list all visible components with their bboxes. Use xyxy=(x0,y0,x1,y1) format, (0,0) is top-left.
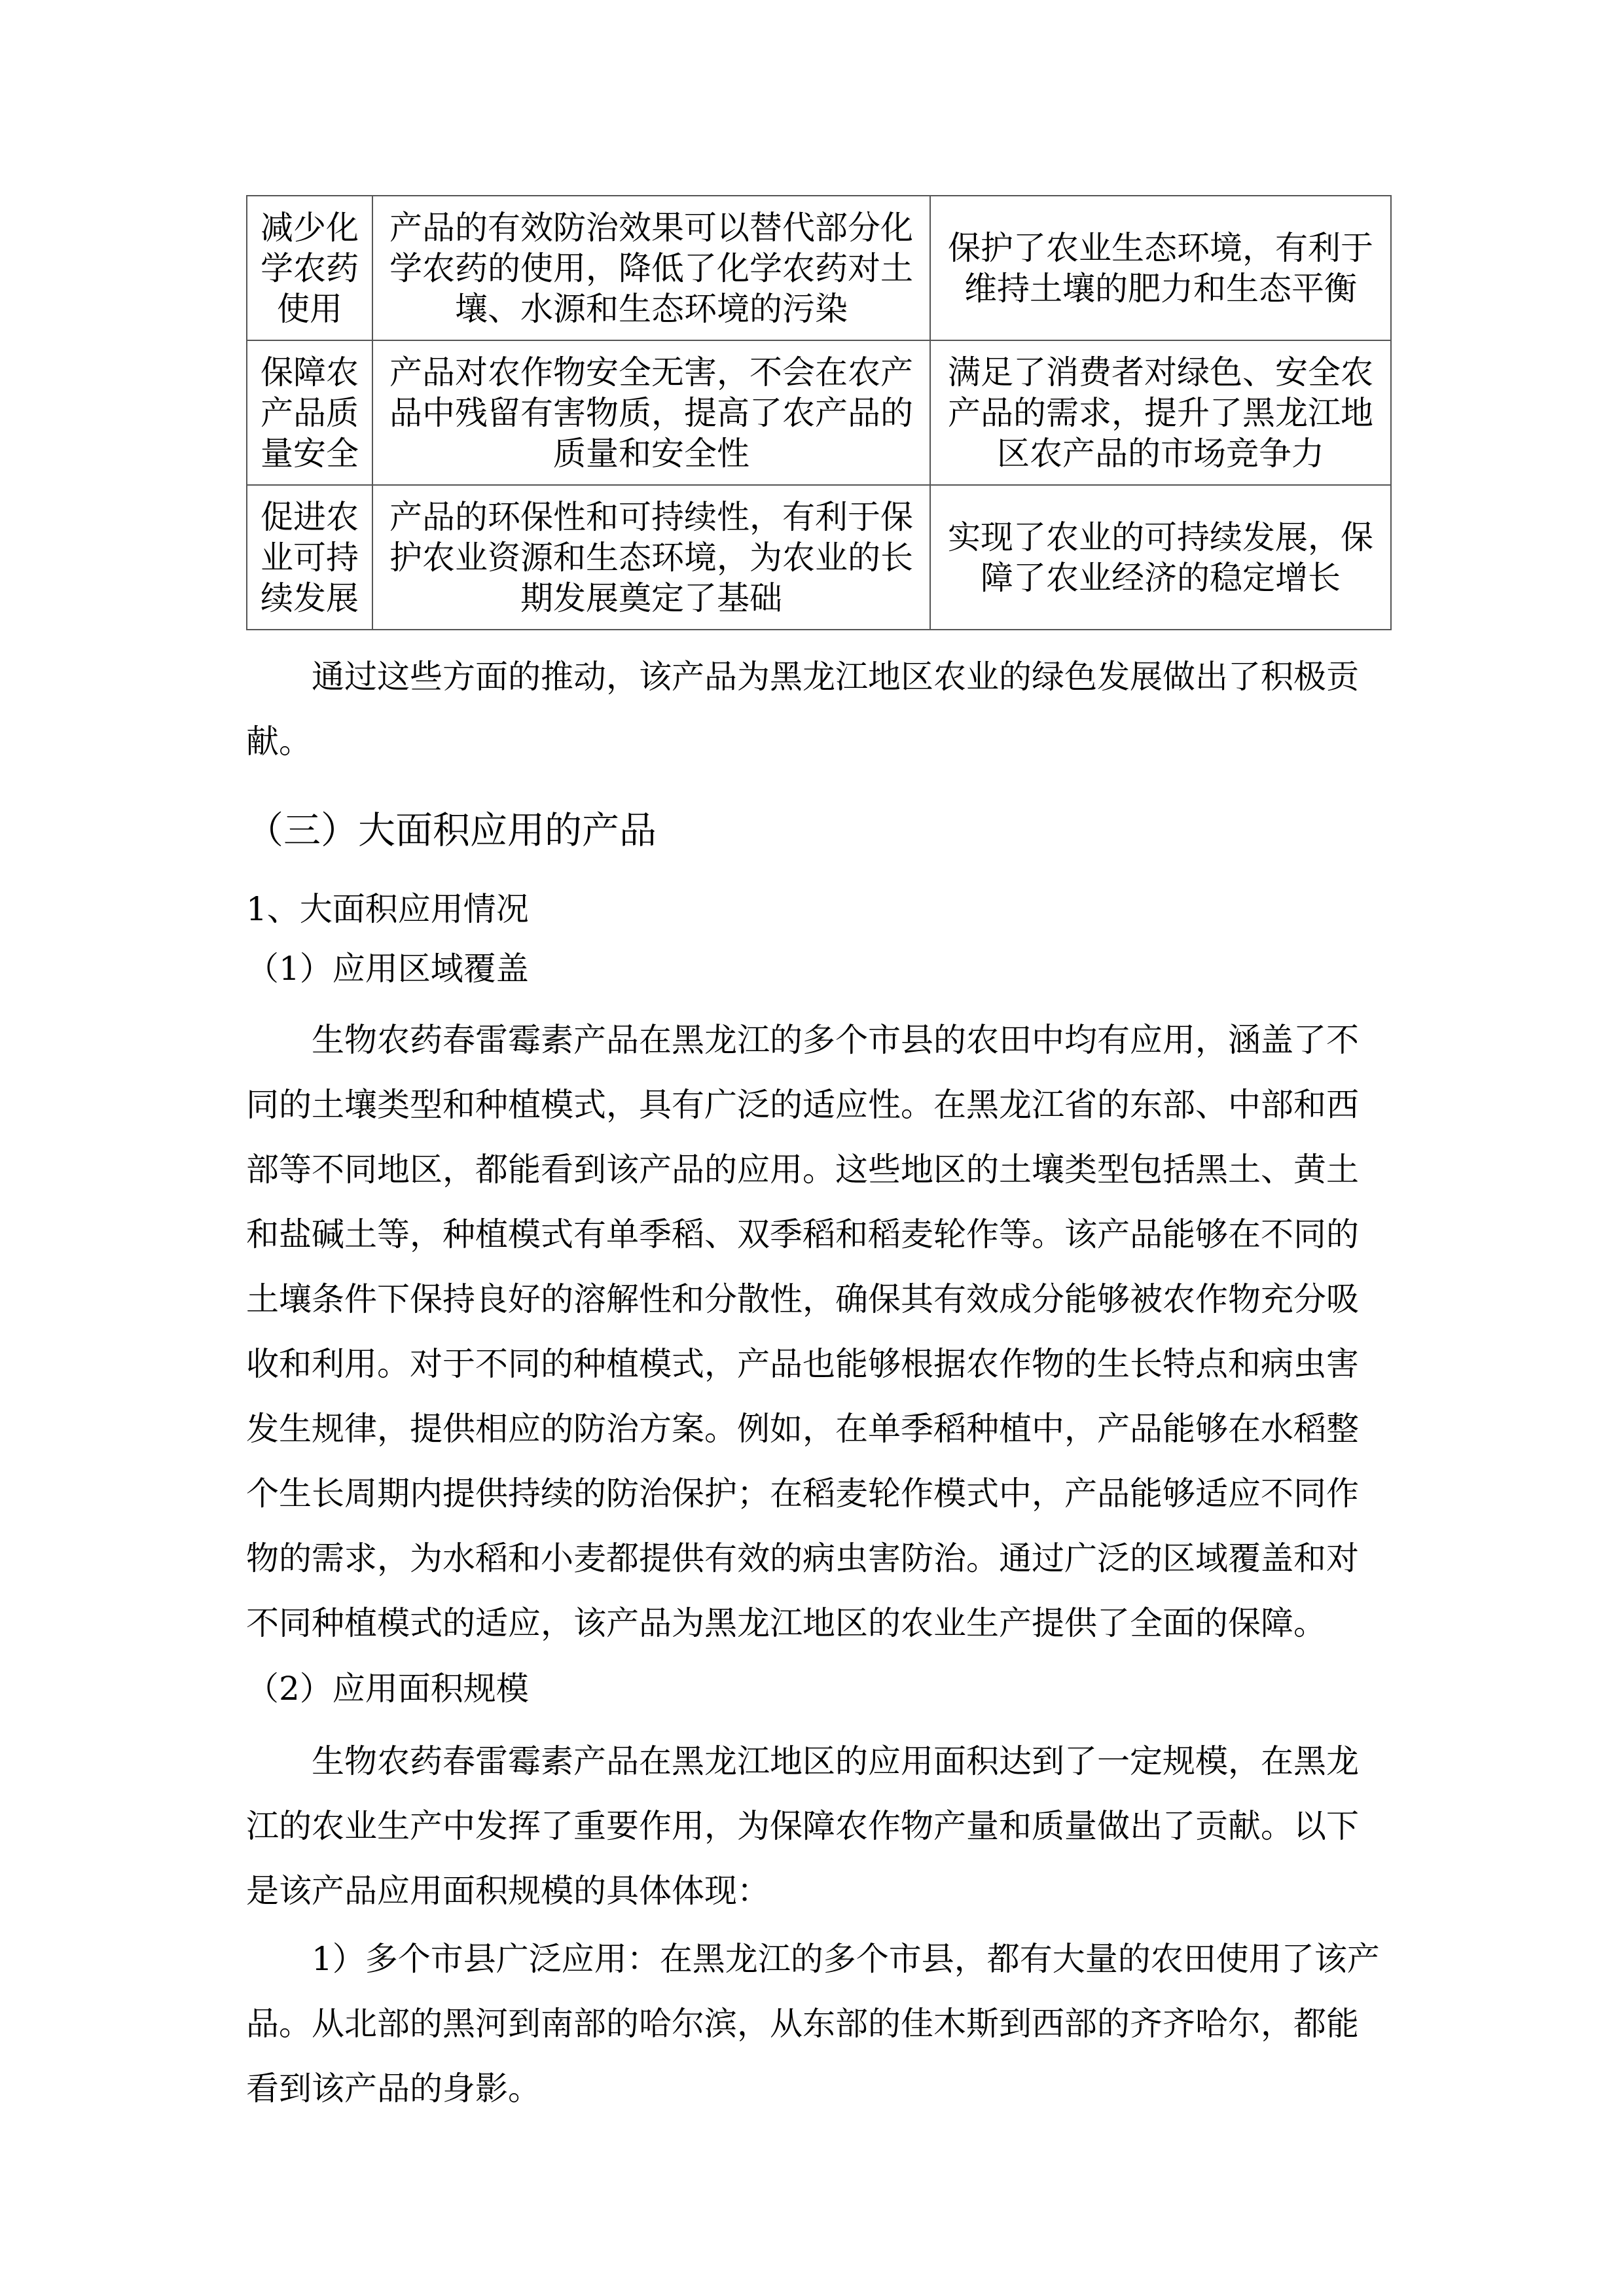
text-line: 和盐碱土等，种植模式有单季稻、双季稻和稻麦轮作等。该产品能够在不同的 xyxy=(246,1215,1359,1253)
text-line: 品中残留有害物质，提高了农产品的 xyxy=(389,393,913,432)
region-coverage-paragraph xyxy=(246,1008,1389,1656)
table-row xyxy=(247,340,1391,485)
text-line: 量安全 xyxy=(261,434,359,473)
text-line: 江的农业生产中发挥了重要作用，为保障农作物产量和质量做出了贡献。以下 xyxy=(246,1807,1359,1845)
text-line: 部等不同地区，都能看到该产品的应用。这些地区的土壤类型包括黑土、黄土 xyxy=(246,1151,1359,1189)
effect-cell xyxy=(930,340,1391,485)
text-line: 护农业资源和生态环境，为农业的长 xyxy=(389,538,913,577)
text-line: 保障农 xyxy=(261,353,359,391)
text-line: 产品的需求，提升了黑龙江地 xyxy=(948,393,1373,432)
text-line: 保护了农业生态环境，有利于 xyxy=(948,228,1373,267)
subheading-region-coverage: （1）应用区域覆盖 xyxy=(246,950,529,988)
text-line: 生物农药春雷霉素产品在黑龙江地区的应用面积达到了一定规模，在黑龙 xyxy=(312,1742,1359,1780)
subheading-area-scale: （2）应用面积规模 xyxy=(246,1670,529,1708)
text-line: 期发展奠定了基础 xyxy=(520,579,782,617)
benefits-table xyxy=(246,195,1392,630)
text-line: 物的需求，为水稻和小麦都提供有效的病虫害防治。通过广泛的区域覆盖和对 xyxy=(246,1539,1359,1577)
table-row xyxy=(247,485,1391,630)
effect-cell xyxy=(930,196,1391,340)
text-line: 产品的有效防治效果可以替代部分化 xyxy=(389,208,913,247)
aspect-cell xyxy=(247,485,372,630)
text-line: 产品质 xyxy=(261,393,359,432)
text-line: 发生规律，提供相应的防治方案。例如，在单季稻种植中，产品能够在水稻整 xyxy=(246,1410,1359,1448)
table-row xyxy=(247,196,1391,340)
text-line: 续发展 xyxy=(261,579,359,617)
text-line: 产品对农作物安全无害，不会在农产 xyxy=(389,353,913,391)
text-line: 1）多个市县广泛应用：在黑龙江的多个市县，都有大量的农田使用了该产 xyxy=(312,1940,1380,1978)
section-heading: （三）大面积应用的产品 xyxy=(246,809,657,852)
text-line: 障了农业经济的稳定增长 xyxy=(981,558,1341,597)
text-line: 个生长周期内提供持续的防治保护；在稻麦轮作模式中，产品能够适应不同作 xyxy=(246,1475,1359,1513)
text-line: 品。从北部的黑河到南部的哈尔滨，从东部的佳木斯到西部的齐齐哈尔，都能 xyxy=(246,2005,1359,2043)
text-line: 同的土壤类型和种植模式，具有广泛的适应性。在黑龙江省的东部、中部和西 xyxy=(246,1086,1359,1124)
text-line: 收和利用。对于不同的种植模式，产品也能够根据农作物的生长特点和病虫害 xyxy=(246,1345,1359,1383)
text-line: 使用 xyxy=(277,289,342,328)
text-line: 维持土壤的肥力和生态平衡 xyxy=(964,269,1357,308)
text-line: 看到该产品的身影。 xyxy=(246,2070,541,2108)
cities-paragraph xyxy=(246,1927,1389,2121)
text-line: 生物农药春雷霉素产品在黑龙江的多个市县的农田中均有应用，涵盖了不 xyxy=(312,1021,1359,1059)
aspect-cell xyxy=(247,196,372,340)
description-cell xyxy=(372,340,930,485)
text-line: 质量和安全性 xyxy=(553,434,749,473)
effect-cell xyxy=(930,485,1391,630)
text-line: 不同种植模式的适应，该产品为黑龙江地区的农业生产提供了全面的保障。 xyxy=(246,1604,1326,1642)
text-line: 学农药的使用，降低了化学农药对土 xyxy=(389,249,913,287)
text-line: 区农产品的市场竞争力 xyxy=(997,434,1324,473)
text-line: 学农药 xyxy=(261,249,359,287)
description-cell xyxy=(372,485,930,630)
description-cell xyxy=(372,196,930,340)
text-line: 实现了农业的可持续发展，保 xyxy=(948,518,1373,556)
text-line: 产品的环保性和可持续性，有利于保 xyxy=(389,497,913,536)
area-scale-paragraph xyxy=(246,1729,1389,1924)
text-line: 壤、水源和生态环境的污染 xyxy=(455,289,848,328)
text-line: 土壤条件下保持良好的溶解性和分散性，确保其有效成分能够被农作物充分吸 xyxy=(246,1280,1359,1318)
aspect-cell xyxy=(247,340,372,485)
text-line: 促进农 xyxy=(261,497,359,536)
subheading-1: 1、大面积应用情况 xyxy=(246,890,529,928)
text-line: 满足了消费者对绿色、安全农 xyxy=(948,353,1373,391)
text-line: 是该产品应用面积规模的具体体现： xyxy=(246,1872,770,1910)
summary-paragraph xyxy=(246,645,1389,774)
text-line: 减少化 xyxy=(261,208,359,247)
text-line: 通过这些方面的推动，该产品为黑龙江地区农业的绿色发展做出了积极贡 xyxy=(312,658,1359,696)
text-line: 献。 xyxy=(246,723,312,761)
text-line: 业可持 xyxy=(261,538,359,577)
